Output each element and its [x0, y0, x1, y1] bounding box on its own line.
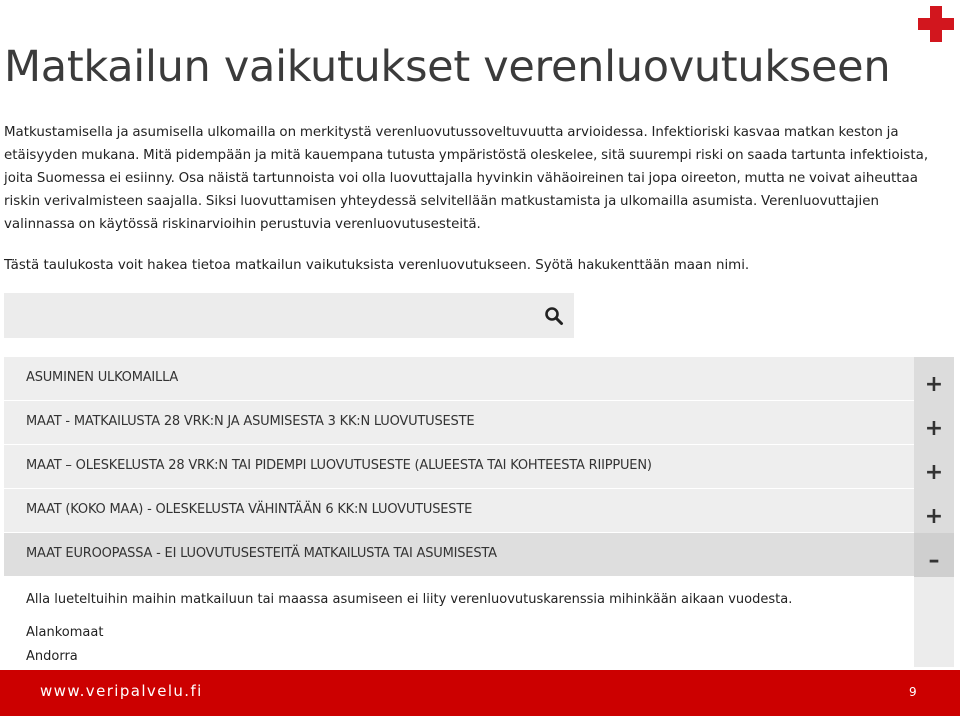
expand-plus-icon[interactable]: +	[914, 489, 954, 533]
expand-plus-icon[interactable]: +	[914, 445, 954, 489]
country-accordion	[4, 357, 954, 667]
page-number: 9	[909, 685, 917, 699]
expand-plus-icon[interactable]: +	[914, 357, 954, 401]
accordion-item-label: MAAT EUROOPASSA - EI LUOVUTUSESTEITÄ MATKAILUSTA TAI ASUMISESTA	[26, 546, 497, 561]
accordion-item-matkailu-28vrk[interactable]	[4, 401, 954, 445]
accordion-item-asuminen-ulkomailla[interactable]	[4, 357, 954, 401]
country-list-item: Alankomaat	[26, 625, 104, 640]
search-input[interactable]	[4, 293, 524, 338]
search-box	[4, 293, 574, 338]
search-instruction: Tästä taulukosta voit hakea tietoa matkailun vaikutuksista verenluovutukseen. Syötä hakukenttään maan nimi.	[4, 258, 750, 273]
accordion-item-label: ASUMINEN ULKOMAILLA	[26, 370, 179, 385]
accordion-item-koko-maa-6kk[interactable]	[4, 489, 954, 533]
accordion-panel-maat-euroopassa	[4, 577, 954, 667]
search-icon[interactable]	[544, 306, 564, 326]
red-cross-logo	[918, 6, 954, 42]
intro-paragraph: Matkustamisella ja asumisella ulkomailla on merkitystä verenluovutussoveltuvuutta arvioidessa. Infektioriski kasvaa matkan keston ja etäisyyden mukana. Mitä pidempään ja mitä kauempana tutusta ympäristöstä oleskelee, sitä suurempi riski on saada tartunta infektioista, joita Suomessa ei esiinny. Osa näistä tartunnoista voi olla luovuttajalla hyvinkin vähäoireinen tai jopa oireeton, mutta ne voivat aiheuttaa riskin verivalmisteen saajalla. Siksi luovuttamisen yhteydessä selvitellään matkustamista ja ulkomailla asumista. Verenluovuttajien valinnassa on käytössä riskinarvioihin perustuvia verenluovutusesteitä.	[4, 125, 929, 232]
accordion-item-label: MAAT - MATKAILUSTA 28 VRK:N JA ASUMISESTA 3 KK:N LUOVUTUSESTE	[26, 414, 475, 429]
expand-plus-icon[interactable]: +	[914, 401, 954, 445]
country-list-item: Andorra	[26, 649, 78, 664]
accordion-item-label: MAAT – OLESKELUSTA 28 VRK:N TAI PIDEMPI LUOVUTUSESTE (ALUEESTA TAI KOHTEESTA RIIPPUEN)	[26, 458, 652, 473]
collapse-minus-icon[interactable]: –	[914, 533, 954, 577]
footer-url: www.veripalvelu.fi	[40, 682, 203, 700]
page-title: Matkailun vaikutukset verenluovutukseen	[4, 42, 891, 92]
accordion-item-label: MAAT (KOKO MAA) - OLESKELUSTA VÄHINTÄÄN 6 KK:N LUOVUTUSESTE	[26, 502, 473, 517]
panel-side-rail	[914, 577, 954, 667]
accordion-item-maat-euroopassa[interactable]	[4, 533, 954, 577]
footer-bar	[0, 670, 960, 716]
panel-description: Alla lueteltuihin maihin matkailuun tai maassa asumiseen ei liity verenluovutuskarenssia mihinkään aikaan vuodesta.	[26, 592, 793, 607]
accordion-item-oleskelu-28vrk[interactable]	[4, 445, 954, 489]
